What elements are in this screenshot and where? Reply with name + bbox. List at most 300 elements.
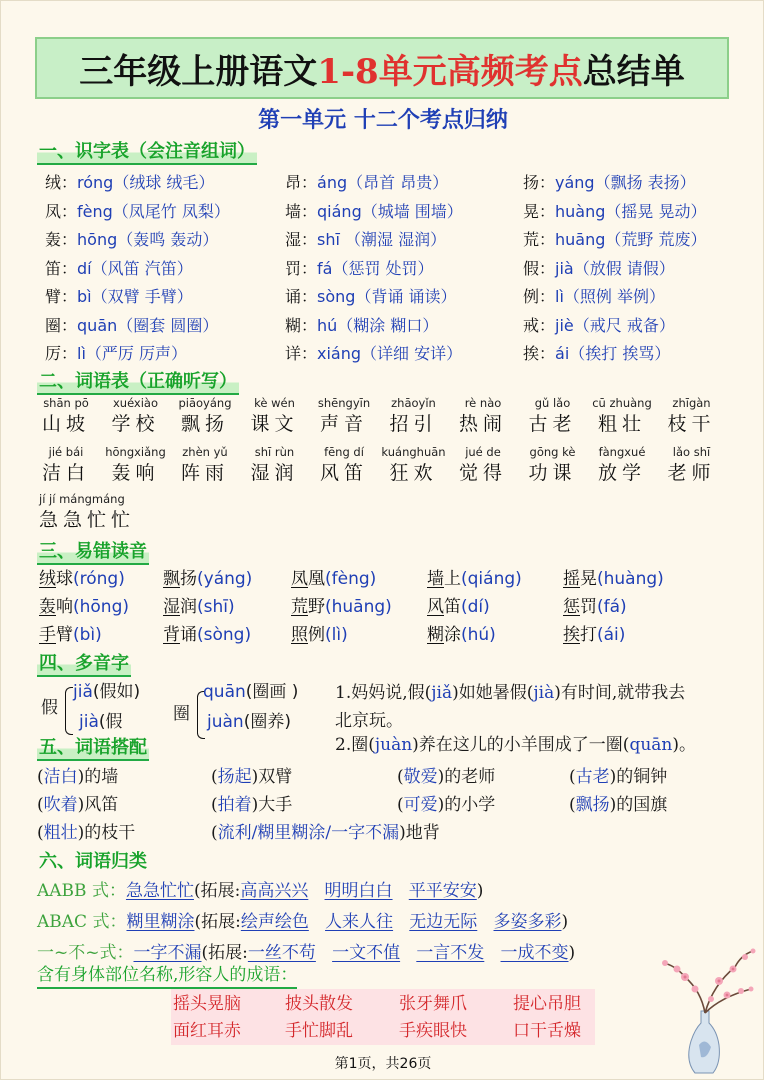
title-part2: 1-8单元高频考点: [317, 51, 583, 92]
classify-extension: 一成不变: [500, 943, 569, 963]
classify-extension: 高高兴兴: [240, 881, 309, 901]
char-entry: [45, 340, 187, 368]
char-glyph: 戒：: [523, 315, 556, 335]
polyphone-sentence-1: 1.妈妈说,假(jiǎ)如她暑假(jià)有时间,就带我去 北京玩。: [335, 683, 686, 731]
vocab-word: 风笛: [319, 462, 368, 484]
collocation-word: 拍着: [217, 795, 252, 815]
vocab-word: 飘扬: [180, 413, 229, 435]
char-glyph: 挨：: [523, 344, 556, 363]
char-glyph: 轰：: [45, 230, 78, 249]
vocab-item: [39, 491, 159, 533]
vocab-pinyin: fēng dí: [324, 445, 364, 459]
collocation-open: (: [397, 767, 404, 787]
char-words: （严厉 厉声）: [85, 344, 187, 363]
collocation-item: [211, 819, 440, 847]
char-entry: [523, 226, 707, 254]
char-pinyin: lì: [77, 344, 86, 363]
char-pinyin: qiáng: [317, 201, 362, 221]
vocab-item: [170, 444, 240, 486]
collocation-tail: )的铜钟: [609, 767, 668, 787]
misread-item: [163, 622, 251, 648]
misread-item: [563, 622, 625, 648]
vocab-word: 急急忙忙: [39, 509, 136, 531]
char-entry: [285, 340, 462, 368]
vocab-word: 洁白: [41, 462, 90, 484]
collocation-item: [37, 791, 118, 819]
classify-main: 糊里糊涂: [126, 912, 195, 932]
polyphone-jia-brace: [65, 687, 73, 735]
classify-label: ABAC 式：: [37, 912, 127, 932]
misread-head: 糊: [427, 625, 444, 645]
char-words: （详细 安详）: [361, 344, 463, 363]
misread-head: 凤: [291, 569, 308, 589]
misread-item: [291, 594, 392, 620]
misread-pinyin: (hú): [461, 625, 496, 645]
misread-head: 绒: [39, 569, 56, 589]
char-entry: [523, 340, 670, 368]
vocab-word: 古老: [528, 413, 577, 435]
vocab-pinyin: xuéxiào: [112, 396, 159, 410]
classify-tail: ): [476, 881, 484, 901]
char-words: （凤尾竹 凤梨）: [112, 201, 230, 221]
misread-pinyin: (shī): [197, 597, 235, 617]
section-5-header: 五、词语搭配: [37, 737, 149, 761]
misread-pinyin: (hōng): [73, 597, 130, 617]
vocab-item: [240, 395, 310, 437]
spacer: [393, 912, 409, 932]
vocab-word: 老师: [667, 462, 716, 484]
char-row: [1, 198, 764, 226]
vocab-pinyin: gǔ lǎo: [534, 396, 571, 410]
char-words: （放假 请假）: [573, 258, 675, 278]
misread-pinyin: (bì): [73, 625, 102, 645]
char-glyph: 假：: [523, 258, 556, 278]
collocation-word: 扬起: [217, 767, 252, 787]
char-entry: [285, 198, 463, 226]
collocation-item: [37, 819, 135, 847]
polyphone-jia-reading-1: jiǎ(假如): [73, 682, 141, 702]
char-entry: [285, 312, 438, 340]
char-row: [1, 312, 764, 340]
char-glyph: 罚：: [285, 258, 318, 278]
misread-head: 风: [427, 597, 444, 617]
char-entry: [285, 226, 446, 254]
vocab-pinyin: jí jí mángmáng: [39, 492, 125, 506]
char-pinyin: xiáng: [317, 344, 362, 363]
vocab-pinyin: zhīgàn: [672, 396, 711, 410]
char-glyph: 荒：: [523, 230, 556, 249]
collocation-tail: )双臂: [251, 767, 293, 787]
char-pinyin: bì: [77, 287, 92, 306]
vocab-item: [448, 395, 518, 437]
collocation-tail: )大手: [251, 795, 293, 815]
polyphone-quan-reading-1: quān(圈画 ): [203, 682, 299, 702]
misread-head: 惩: [563, 597, 580, 617]
char-words: （昂首 昂贵）: [347, 173, 449, 192]
vocab-pinyin: zhèn yǔ: [182, 445, 228, 459]
vocab-word: 声音: [319, 413, 368, 435]
char-pinyin: lì: [555, 287, 564, 306]
vocab-item: [31, 444, 101, 486]
char-glyph: 笛：: [45, 258, 78, 278]
char-glyph: 例：: [523, 287, 556, 306]
section-3-header: 三、易错读音: [37, 541, 149, 565]
spacer: [400, 943, 416, 963]
vocab-pinyin: cū zhuàng: [592, 396, 652, 410]
vocab-pinyin: hōngxiǎng: [105, 445, 166, 459]
classify-extension: 多姿多彩: [493, 912, 562, 932]
char-glyph: 绒：: [45, 173, 78, 192]
vocab-item: [101, 444, 171, 486]
char-words: （惩罚 处罚）: [332, 258, 434, 278]
char-glyph: 糊：: [285, 315, 318, 335]
char-pinyin: huāng: [555, 230, 606, 249]
char-pinyin: ái: [555, 344, 570, 363]
vocab-item: [657, 395, 727, 437]
vocab-pinyin: zhāoyǐn: [391, 396, 436, 410]
char-glyph: 凤：: [45, 201, 78, 221]
misread-item: [163, 594, 235, 620]
classify-extension: 绘声绘色: [240, 912, 309, 932]
char-words: （风笛 汽笛）: [91, 258, 193, 278]
classify-tail: ): [568, 943, 576, 963]
char-pinyin: hōng: [77, 230, 118, 249]
collocation-tail: )的老师: [437, 767, 496, 787]
vocab-item: [518, 444, 588, 486]
char-pinyin: áng: [317, 173, 348, 192]
char-words: （挨打 挨骂）: [569, 344, 671, 363]
char-row: [1, 226, 764, 254]
collocation-tail: )的小学: [437, 795, 496, 815]
char-glyph: 昂：: [285, 173, 318, 192]
char-entry: [45, 198, 230, 226]
vocab-word: 狂欢: [389, 462, 438, 484]
misread-rest: 响: [56, 597, 73, 617]
vocab-pinyin: jué de: [465, 445, 501, 459]
char-entry: [523, 169, 696, 197]
vocab-word: 课文: [250, 413, 299, 435]
collocation-item: [397, 763, 495, 791]
char-entry: [45, 283, 193, 311]
misread-head: 湿: [163, 597, 180, 617]
char-pinyin: huàng: [555, 201, 606, 221]
spacer: [477, 912, 493, 932]
char-entry: [45, 226, 218, 254]
collocation-word: 流利/糊里糊涂/一字不漏: [217, 823, 400, 843]
misread-head: 摇: [563, 569, 580, 589]
char-entry: [523, 283, 665, 311]
vocab-pinyin: lǎo shī: [672, 445, 711, 459]
misread-head: 轰: [39, 597, 56, 617]
classify-label: 一~不~式：: [37, 943, 134, 963]
char-entry: [285, 169, 448, 197]
polyphone-jia-reading-2: jià(假: [79, 712, 123, 732]
misread-head: 照: [291, 625, 308, 645]
section-6-header: 六、词语归类: [39, 851, 147, 872]
misread-rest: 扬: [180, 569, 197, 589]
misread-head: 背: [163, 625, 180, 645]
section-2-header: 二、词语表（正确听写）: [37, 371, 239, 395]
vocab-word: 轰响: [111, 462, 160, 484]
char-entry: [285, 283, 457, 311]
char-words: （背诵 诵读）: [355, 287, 457, 306]
misread-head: 挨: [563, 625, 580, 645]
vocab-item: [379, 444, 449, 486]
collocation-item: [569, 763, 667, 791]
body-idiom: 口干舌燥: [513, 1021, 581, 1041]
misread-rest: 球: [56, 569, 73, 589]
char-pinyin: fèng: [77, 201, 113, 221]
vocab-item: [657, 444, 727, 486]
char-pinyin: hú: [317, 315, 338, 335]
collocation-tail: )的枝干: [77, 823, 136, 843]
vocab-word: 功课: [528, 462, 577, 484]
misread-pinyin: (lì): [325, 625, 348, 645]
vocab-pinyin: jié bái: [48, 445, 84, 459]
char-entry: [523, 198, 707, 226]
spacer: [484, 943, 500, 963]
misread-pinyin: (sòng): [197, 625, 252, 645]
collocation-open: (: [211, 767, 218, 787]
misread-item: [563, 566, 664, 592]
misread-head: 荒: [291, 597, 308, 617]
vocab-item: [518, 395, 588, 437]
misread-pinyin: (huàng): [597, 569, 664, 589]
classify-ext-prefix: (拓展:: [193, 881, 241, 901]
char-glyph: 墙：: [285, 201, 318, 221]
char-entry: [523, 255, 675, 283]
title-part3: 总结单: [582, 51, 685, 92]
collocation-word: 吹着: [43, 795, 78, 815]
misread-item: [291, 622, 348, 648]
misread-rest: 打: [580, 625, 597, 645]
char-glyph: 诵：: [285, 287, 318, 306]
classify-main: 一字不漏: [133, 943, 202, 963]
misread-pinyin: (fèng): [325, 569, 377, 589]
collocation-open: (: [397, 795, 404, 815]
misread-pinyin: (ái): [597, 625, 626, 645]
char-words: （戒尺 戒备）: [573, 315, 675, 335]
char-pinyin: jiè: [555, 315, 574, 335]
collocation-item: [37, 763, 118, 791]
char-glyph: 厉：: [45, 344, 78, 363]
body-idiom: 面红耳赤: [173, 1021, 241, 1041]
vocab-pinyin: rè nào: [464, 396, 502, 410]
vocab-pinyin: gōng kè: [529, 445, 576, 459]
misread-item: [39, 622, 102, 648]
misread-rest: 晃: [580, 569, 597, 589]
char-pinyin: dí: [77, 258, 92, 278]
char-pinyin: róng: [77, 173, 114, 192]
misread-item: [39, 566, 125, 592]
polyphone-jia-char: 假: [41, 698, 58, 718]
collocation-word: 古老: [575, 767, 610, 787]
vocab-word: 湿润: [250, 462, 299, 484]
page-footer: 第1页，共26页: [334, 1056, 432, 1072]
char-glyph: 湿：: [285, 230, 318, 249]
char-row: [1, 169, 764, 197]
char-words: （摇晃 晃动）: [605, 201, 707, 221]
spacer: [393, 881, 409, 901]
polyphone-quan-reading-2: juàn(圈养): [207, 712, 291, 732]
vocab-pinyin: shī rùn: [254, 445, 295, 459]
vocab-pinyin: kuánghuān: [381, 445, 446, 459]
char-words: （照例 举例）: [563, 287, 665, 306]
spacer: [309, 912, 325, 932]
collocation-item: [569, 791, 667, 819]
char-words: （双臂 手臂）: [91, 287, 193, 306]
classify-ext-prefix: (拓展:: [201, 943, 248, 963]
vocab-item: [170, 395, 240, 437]
char-words: （圈套 圆圈）: [117, 315, 219, 335]
collocation-open: (: [211, 795, 218, 815]
char-pinyin: shī: [317, 230, 340, 249]
vocab-word: 放学: [597, 462, 646, 484]
spacer: [316, 943, 332, 963]
char-words: （糊涂 糊口）: [337, 315, 439, 335]
body-idiom: 摇头晃脑: [173, 994, 241, 1014]
char-words: （绒球 绒毛）: [113, 173, 215, 192]
misread-rest: 臂: [56, 625, 73, 645]
classify-extension: 一丝不苟: [247, 943, 316, 963]
char-pinyin: jià: [555, 258, 574, 278]
collocation-word: 敬爱: [403, 767, 438, 787]
misread-rest: 涂: [444, 625, 461, 645]
body-idiom: 张牙舞爪: [399, 994, 467, 1014]
collocation-open: (: [37, 795, 44, 815]
char-words: （轰鸣 轰动）: [117, 230, 219, 249]
classify-extension: 一文不值: [332, 943, 401, 963]
char-words: （荒野 荒废）: [605, 230, 707, 249]
classify-extension: 明明白白: [324, 881, 393, 901]
misread-item: [291, 566, 376, 592]
section-4-header: 四、多音字: [37, 653, 131, 677]
classify-extension: 无边无际: [409, 912, 478, 932]
misread-rest: 诵: [180, 625, 197, 645]
classify-tail: ): [561, 912, 569, 932]
classify-extension: 人来人往: [325, 912, 394, 932]
misread-rest: 笛: [444, 597, 461, 617]
vocab-pinyin: shān pō: [43, 396, 89, 410]
misread-pinyin: (huāng): [325, 597, 392, 617]
misread-item: [39, 594, 129, 620]
body-idiom-title: 含有身体部位名称,形容人的成语：: [37, 963, 297, 989]
char-entry: [45, 255, 193, 283]
collocation-open: (: [569, 767, 576, 787]
misread-head: 墙: [427, 569, 444, 589]
misread-pinyin: (róng): [73, 569, 125, 589]
char-glyph: 详：: [285, 344, 318, 363]
misread-rest: 凰: [308, 569, 325, 589]
vocab-pinyin: kè wén: [254, 396, 295, 410]
misread-pinyin: (yáng): [197, 569, 253, 589]
misread-rest: 罚: [580, 597, 597, 617]
char-pinyin: yáng: [555, 173, 595, 192]
vocab-item: [309, 444, 379, 486]
body-idiom: 手忙脚乱: [285, 1021, 353, 1041]
classify-row: [37, 877, 483, 905]
unit-title: 第一单元 十二个考点归纳: [258, 108, 508, 133]
collocation-open: (: [37, 823, 44, 843]
misread-rest: 例: [308, 625, 325, 645]
char-entry: [523, 312, 675, 340]
char-words: （飘扬 表扬）: [594, 173, 696, 192]
collocation-tail: )的国旗: [609, 795, 668, 815]
classify-extension: 平平安安: [408, 881, 477, 901]
char-entry: [45, 312, 218, 340]
vocab-item: [240, 444, 310, 486]
body-idiom: 提心吊胆: [513, 994, 581, 1014]
vocab-word: 阵雨: [180, 462, 229, 484]
misread-item: [163, 566, 252, 592]
vocab-word: 招引: [389, 413, 438, 435]
char-glyph: 晃：: [523, 201, 556, 221]
collocation-open: (: [211, 823, 218, 843]
title-part1: 三年级上册语文: [79, 51, 318, 92]
collocation-word: 可爱: [403, 795, 438, 815]
polyphone-quan-char: 圈: [173, 704, 190, 724]
collocation-item: [211, 763, 292, 791]
classify-main: 急急忙忙: [125, 881, 194, 901]
collocation-item: [397, 791, 495, 819]
char-entry: [45, 169, 214, 197]
misread-item: [427, 566, 522, 592]
char-glyph: 臂：: [45, 287, 78, 306]
misread-head: 飘: [163, 569, 180, 589]
misread-item: [427, 594, 490, 620]
misread-rest: 野: [308, 597, 325, 617]
classify-ext-prefix: (拓展:: [194, 912, 241, 932]
vocab-pinyin: fàngxué: [598, 445, 646, 459]
vocab-word: 热闹: [458, 413, 507, 435]
vocab-word: 山坡: [41, 413, 90, 435]
collocation-tail: )风笛: [77, 795, 119, 815]
misread-item: [427, 622, 496, 648]
char-pinyin: sòng: [317, 287, 356, 306]
classify-row: [37, 908, 568, 936]
collocation-tail: )地背: [399, 823, 440, 843]
char-words: （潮湿 湿润）: [339, 230, 447, 249]
char-entry: [285, 255, 434, 283]
classify-extension: 一言不发: [416, 943, 485, 963]
misread-item: [563, 594, 627, 620]
collocation-open: (: [37, 767, 44, 787]
collocation-item: [211, 791, 292, 819]
collocation-tail: )的墙: [77, 767, 119, 787]
classify-label: AABB 式：: [37, 881, 126, 901]
body-idiom: 披头散发: [285, 994, 353, 1014]
vocab-word: 学校: [111, 413, 160, 435]
collocation-word: 洁白: [43, 767, 78, 787]
vocab-item: [31, 395, 101, 437]
section-1-header: 一、识字表（会注音组词）: [37, 141, 257, 165]
polyphone-sentence-2: 2.圈(juàn)养在这儿的小羊围成了一圈(quān)。: [335, 735, 696, 755]
vocab-item: [448, 444, 518, 486]
spacer: [308, 881, 324, 901]
char-row: [1, 283, 764, 311]
vocab-word: 觉得: [458, 462, 507, 484]
body-idiom: 手疾眼快: [399, 1021, 467, 1041]
vocab-item: [587, 444, 657, 486]
misread-rest: 上: [444, 569, 461, 589]
collocation-open: (: [569, 795, 576, 815]
collocation-word: 粗壮: [43, 823, 78, 843]
collocation-word: 飘扬: [575, 795, 610, 815]
char-words: （城墙 围墙）: [361, 201, 463, 221]
misread-head: 手: [39, 625, 56, 645]
char-glyph: 扬：: [523, 173, 556, 192]
char-row: [1, 255, 764, 283]
